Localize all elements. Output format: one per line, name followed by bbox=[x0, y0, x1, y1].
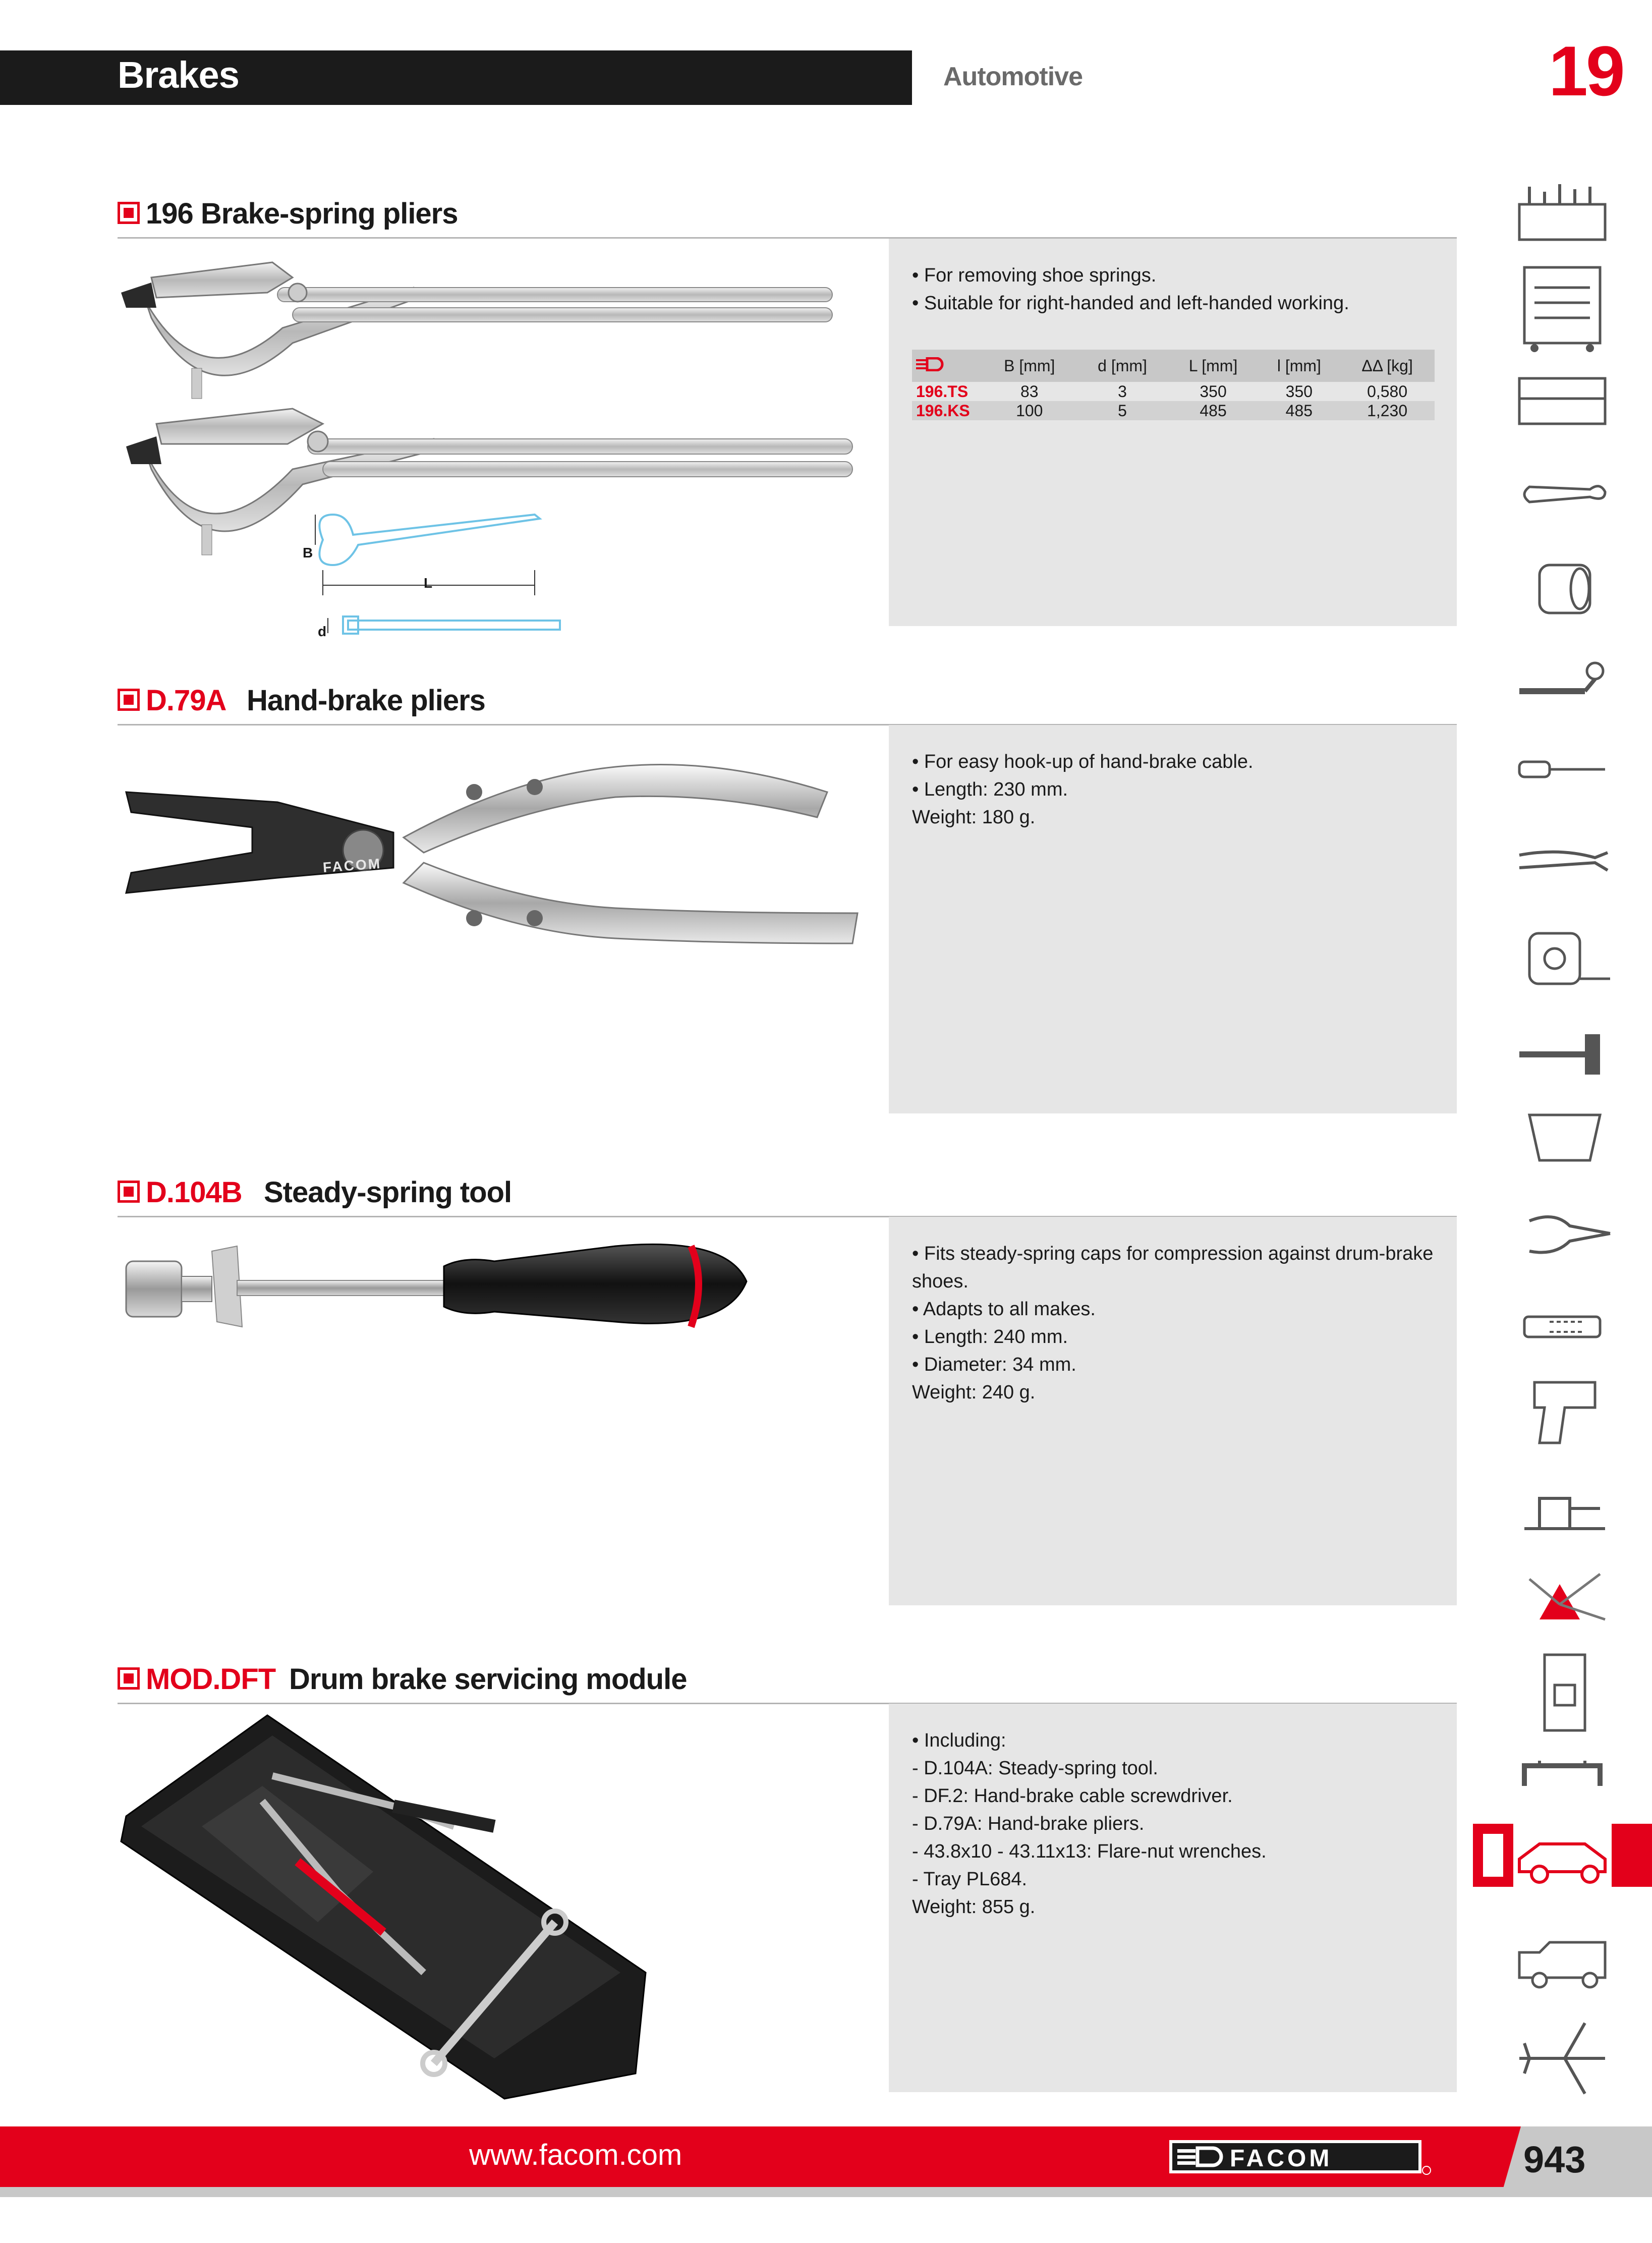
pliers-icon[interactable] bbox=[1509, 827, 1615, 893]
bullet: Weight: 240 g. bbox=[912, 1382, 1036, 1403]
table-cell: 350 bbox=[1200, 382, 1227, 401]
hacksaw-icon[interactable] bbox=[1509, 1105, 1615, 1170]
table-cell: 5 bbox=[1077, 401, 1168, 420]
table-cell: 83 bbox=[1020, 382, 1039, 401]
bullet: • Adapts to all makes. bbox=[912, 1299, 1096, 1320]
tool-logo: FACOM bbox=[322, 855, 382, 876]
drawer-icon[interactable] bbox=[1509, 368, 1615, 434]
panel-moddft bbox=[889, 1704, 1457, 2092]
roller-cabinet-icon[interactable] bbox=[1509, 262, 1615, 353]
bullet: - DF.2: Hand-brake cable screwdriver. bbox=[912, 1785, 1233, 1807]
section-head-moddft bbox=[118, 1662, 1457, 1704]
dimension-label-d: d bbox=[318, 624, 327, 639]
footer-url-link[interactable]: www.facom.com bbox=[469, 2139, 682, 2171]
section-subtitle: Automotive bbox=[943, 62, 1083, 91]
insulated-icon[interactable] bbox=[1509, 1741, 1615, 1806]
table-cell-ref: 196.KS bbox=[912, 401, 982, 420]
ref-icon bbox=[912, 350, 982, 382]
active-category-marker-inner bbox=[1483, 1834, 1503, 1877]
bullet: • For easy hook-up of hand-brake cable. bbox=[912, 751, 1254, 772]
section-code: D.104B bbox=[146, 1176, 242, 1209]
breaker-icon[interactable] bbox=[1509, 1650, 1615, 1735]
bullet: - D.104A: Steady-spring tool. bbox=[912, 1758, 1158, 1779]
table-cell-ref: 196.TS bbox=[916, 382, 969, 401]
bullet: • Length: 230 mm. bbox=[912, 779, 1068, 800]
bullet-square-icon bbox=[118, 1181, 140, 1203]
footer-line bbox=[0, 2187, 1652, 2197]
bullet: Weight: 855 g. bbox=[912, 1896, 1036, 1918]
vice-icon[interactable] bbox=[1509, 1468, 1615, 1544]
table-row bbox=[912, 382, 1435, 401]
ratchet-icon[interactable] bbox=[1509, 651, 1615, 716]
hammer-icon[interactable] bbox=[1509, 1019, 1615, 1085]
wrench-icon[interactable] bbox=[1509, 462, 1615, 527]
bullet-square-icon bbox=[118, 202, 140, 224]
panel-196 bbox=[889, 239, 1457, 626]
impact-gun-icon[interactable] bbox=[1509, 1372, 1615, 1448]
steady-spring-tool-image bbox=[111, 1226, 777, 1347]
plane-icon[interactable] bbox=[1509, 2013, 1615, 2104]
safety-icon[interactable] bbox=[1509, 1564, 1615, 1645]
bullet: • Fits steady-spring caps for compression against drum-brake bbox=[912, 1243, 1434, 1264]
active-category-tab bbox=[1612, 1824, 1652, 1887]
section-name: Steady-spring tool bbox=[264, 1176, 512, 1209]
section-name: 196 Brake-spring pliers bbox=[146, 197, 458, 230]
section-head-d79a bbox=[118, 684, 1457, 725]
bullet: • For removing shoe springs. bbox=[912, 265, 1157, 286]
socket-icon[interactable] bbox=[1509, 555, 1615, 621]
page-number: 943 bbox=[1523, 2139, 1586, 2180]
description-196 bbox=[912, 262, 1349, 317]
page-title: Brakes bbox=[118, 54, 239, 96]
tester-icon[interactable] bbox=[1509, 1292, 1615, 1357]
logo-text: FACOM bbox=[1230, 2145, 1333, 2172]
table-cell: 3 bbox=[1118, 382, 1127, 401]
bullet: • Diameter: 34 mm. bbox=[912, 1354, 1076, 1375]
hand-brake-pliers-image bbox=[111, 737, 878, 948]
bullet: - 43.8x10 - 43.11x13: Flare-nut wrenches. bbox=[912, 1841, 1267, 1862]
puller-icon[interactable] bbox=[1509, 1201, 1615, 1266]
bullet: - Tray PL684. bbox=[912, 1869, 1028, 1890]
section-code: MOD.DFT bbox=[146, 1663, 276, 1696]
column-header: d [mm] bbox=[1077, 350, 1168, 382]
table-cell: 485 bbox=[1168, 401, 1259, 420]
description-d104b bbox=[912, 1240, 1433, 1407]
table-cell: 0,580 bbox=[1367, 382, 1408, 401]
section-code: D.79A bbox=[146, 684, 226, 717]
section-name: Drum brake servicing module bbox=[289, 1663, 687, 1696]
description-moddft bbox=[912, 1727, 1267, 1921]
description-d79a bbox=[912, 748, 1254, 831]
section-name: Hand-brake pliers bbox=[247, 684, 485, 717]
section-head-d104b bbox=[118, 1175, 1457, 1217]
facom-logo bbox=[1169, 2135, 1432, 2175]
brake-spring-pliers-image bbox=[111, 242, 878, 656]
truck-icon[interactable] bbox=[1509, 1927, 1615, 1993]
table-cell: 100 bbox=[982, 401, 1077, 420]
bullet: • Including: bbox=[912, 1730, 1006, 1751]
table-header-row bbox=[912, 350, 1435, 382]
tape-measure-icon[interactable] bbox=[1509, 923, 1615, 989]
section-head-196 bbox=[118, 197, 1457, 239]
chapter-number: 19 bbox=[1549, 31, 1623, 110]
dimension-label-l: L bbox=[424, 575, 433, 591]
facom-logo-icon bbox=[1169, 2135, 1432, 2175]
panel-d104b bbox=[889, 1217, 1457, 1605]
screwdriver-icon[interactable] bbox=[1509, 737, 1615, 802]
table-row bbox=[912, 401, 1435, 420]
spec-table bbox=[912, 350, 1435, 420]
column-header: B [mm] bbox=[982, 350, 1077, 382]
panel-d79a bbox=[889, 725, 1457, 1113]
car-icon[interactable] bbox=[1509, 1826, 1615, 1892]
toolbox-icon[interactable] bbox=[1509, 179, 1615, 245]
bullet-square-icon bbox=[118, 689, 140, 711]
column-header: l [mm] bbox=[1259, 350, 1340, 382]
column-header: L [mm] bbox=[1168, 350, 1259, 382]
dimension-label-b: B bbox=[303, 545, 313, 560]
bullet: - D.79A: Hand-brake pliers. bbox=[912, 1813, 1145, 1834]
table-cell: 485 bbox=[1259, 401, 1340, 420]
bullet-square-icon bbox=[118, 1667, 140, 1690]
bullet: • Suitable for right-handed and left-handed working. bbox=[912, 293, 1349, 314]
column-header: ΔΔ [kg] bbox=[1340, 350, 1435, 382]
drum-brake-module-image bbox=[111, 1710, 686, 2104]
bullet: Weight: 180 g. bbox=[912, 807, 1036, 828]
table-cell: 1,230 bbox=[1340, 401, 1435, 420]
bullet: • Length: 240 mm. bbox=[912, 1326, 1068, 1348]
bullet: shoes. bbox=[912, 1271, 969, 1292]
table-cell: 350 bbox=[1285, 382, 1313, 401]
